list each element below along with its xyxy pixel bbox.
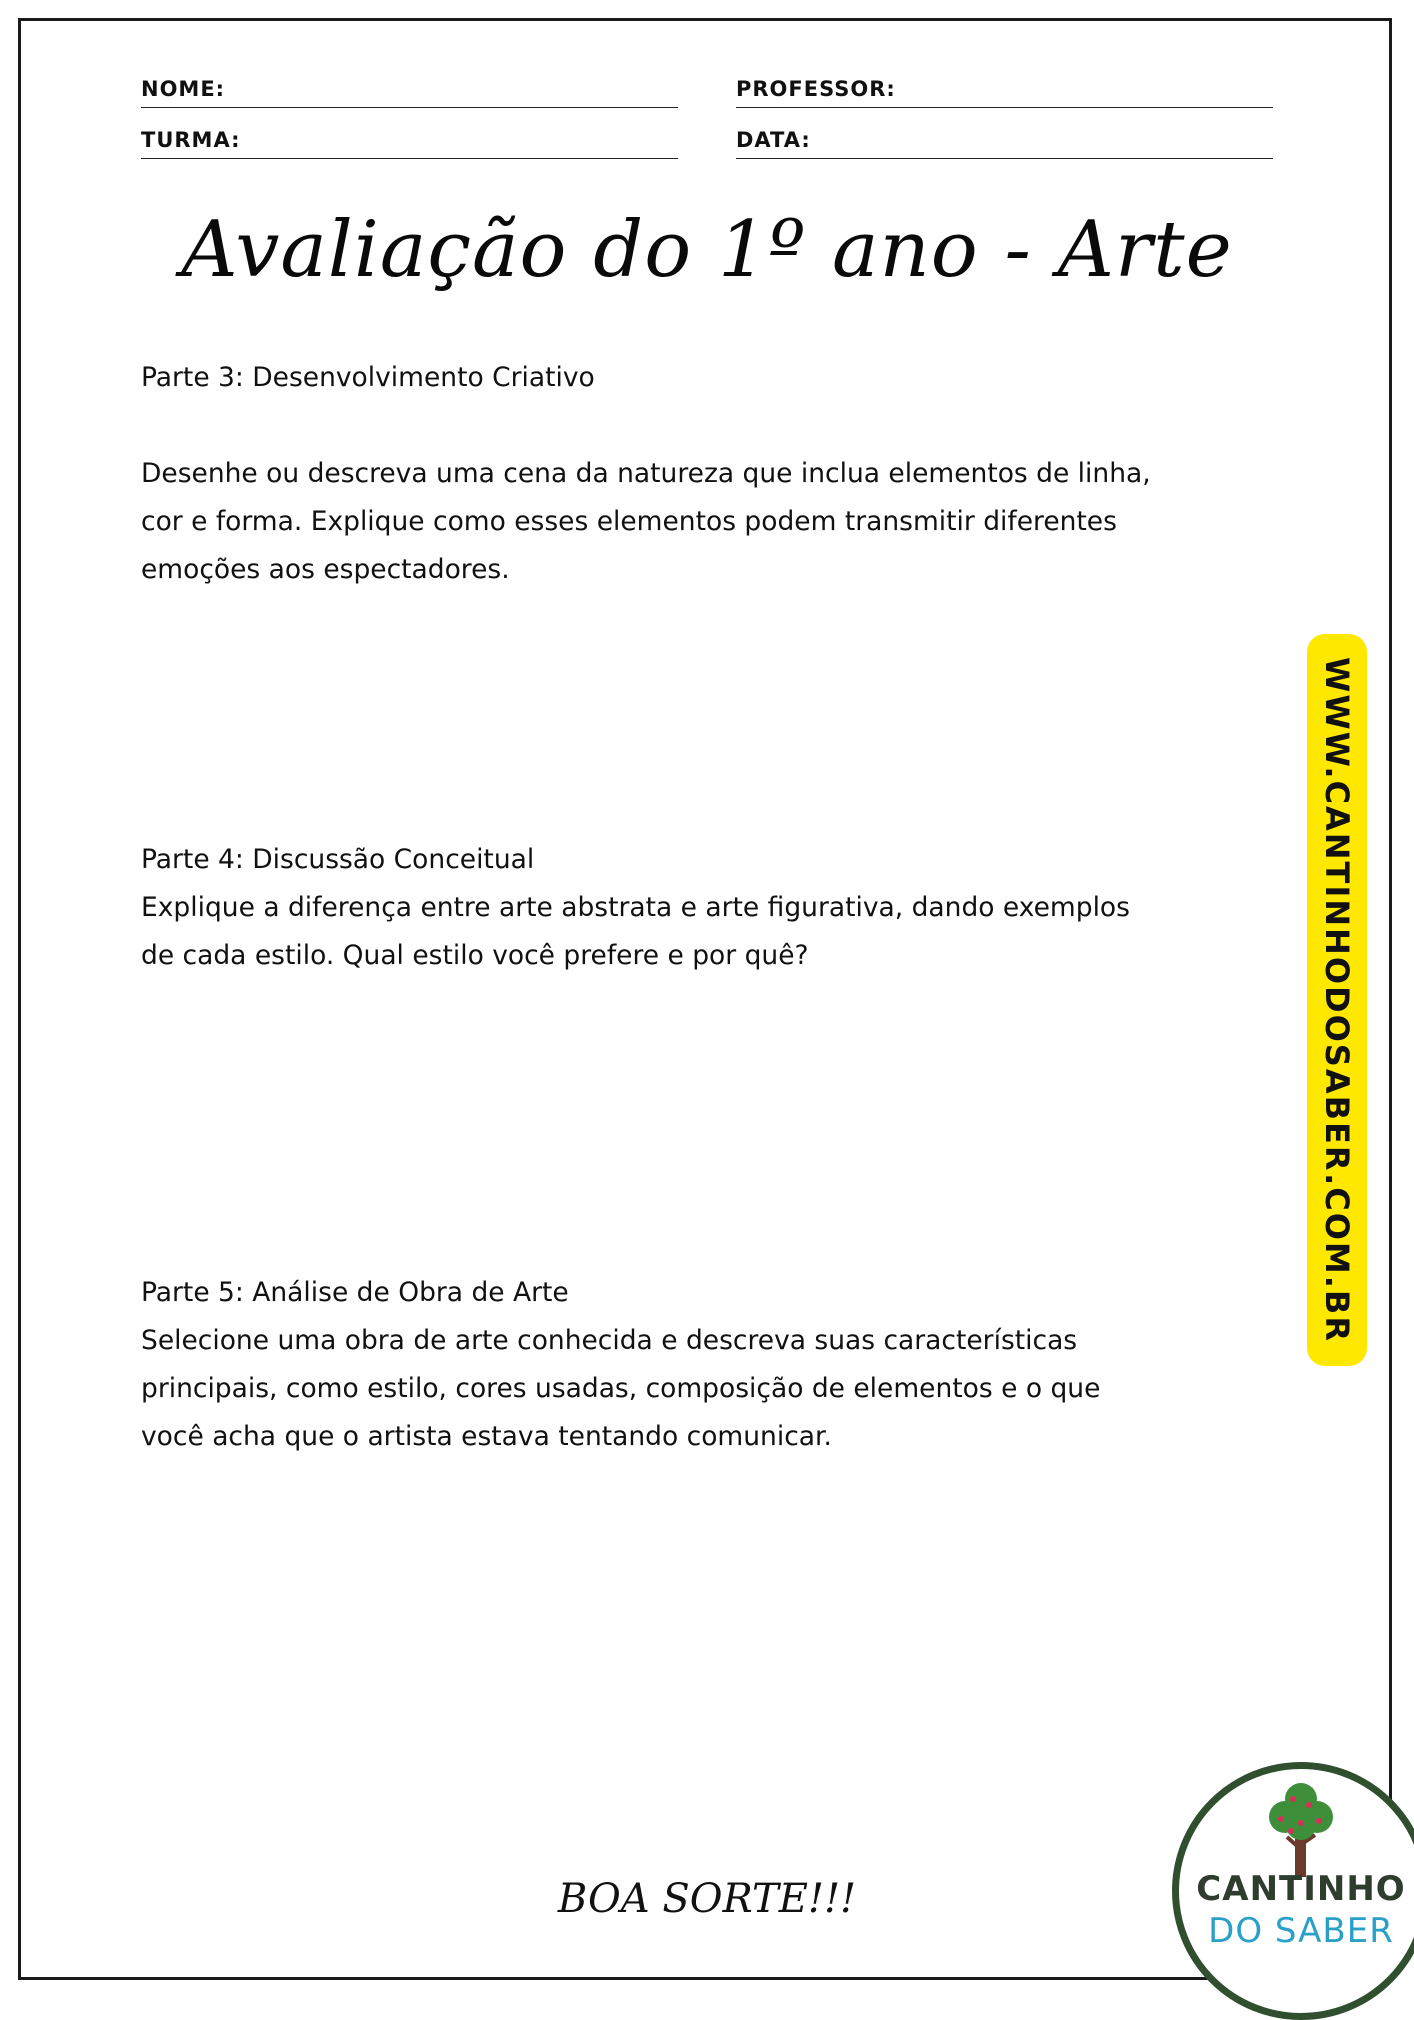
section-heading-5: Parte 5: Análise de Obra de Arte [141, 1277, 569, 1308]
data-field[interactable] [736, 121, 1273, 159]
data-label: DATA: [736, 128, 811, 152]
nome-field[interactable] [141, 70, 678, 108]
page-title: Avaliação do 1º ano - Arte [181, 205, 1233, 295]
section-4 [141, 836, 1271, 980]
website-url: WWW.CANTINHODOSABER.COM.BR [1318, 657, 1356, 1343]
website-banner [1307, 634, 1367, 1366]
text-line: Desenhe ou descreva uma cena da natureza que inclua elementos de linha, [141, 458, 1151, 489]
logo-text-line2: DO SABER [1208, 1911, 1394, 1951]
tree-icon [1261, 1779, 1341, 1879]
logo-text-line1: CANTINHO [1196, 1869, 1406, 1909]
text-line: você acha que o artista estava tentando comunicar. [141, 1421, 832, 1452]
page-border [18, 18, 1392, 1980]
good-luck-text: BOA SORTE!!! [557, 1876, 857, 1922]
nome-label: NOME: [141, 77, 226, 101]
section-5 [141, 1269, 1271, 1461]
text-line: Explique a diferença entre arte abstrata e arte figurativa, dando exemplos [141, 892, 1130, 923]
text-line: principais, como estilo, cores usadas, composição de elementos e o que [141, 1373, 1101, 1404]
text-line: Selecione uma obra de arte conhecida e descreva suas características [141, 1325, 1078, 1356]
professor-label: PROFESSOR: [736, 77, 896, 101]
turma-field[interactable] [141, 121, 678, 159]
section-heading-4: Parte 4: Discussão Conceitual [141, 844, 535, 875]
text-line: emoções aos espectadores. [141, 554, 510, 585]
section-heading-3: Parte 3: Desenvolvimento Criativo [141, 362, 595, 393]
text-line: cor e forma. Explique como esses elementos podem transmitir diferentes [141, 506, 1117, 537]
section-text-3 [141, 450, 1271, 594]
professor-field[interactable] [736, 70, 1273, 108]
turma-label: TURMA: [141, 128, 241, 152]
text-line: de cada estilo. Qual estilo você prefere e por quê? [141, 940, 809, 971]
cantinho-do-saber-logo [1172, 1762, 1414, 2020]
